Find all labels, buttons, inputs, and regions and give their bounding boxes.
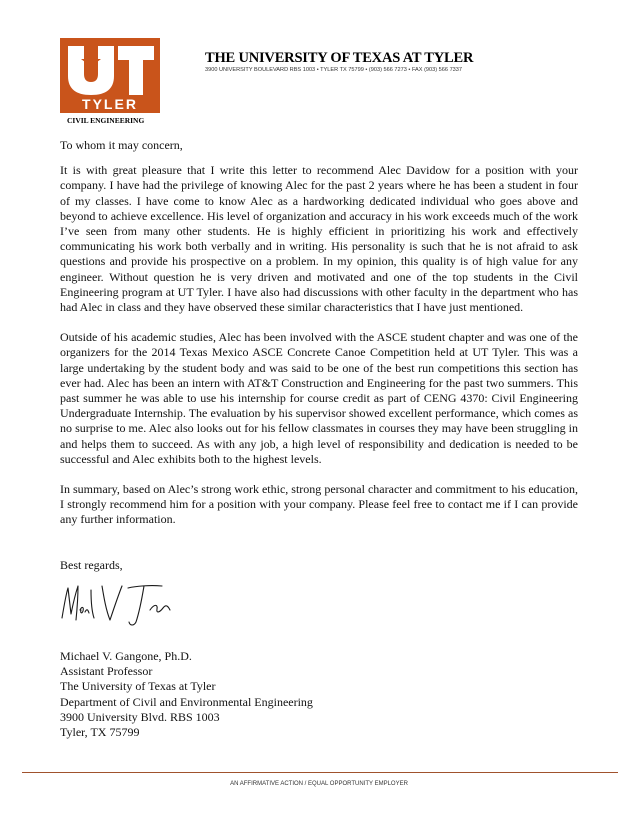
signer-institution: The University of Texas at Tyler <box>60 679 216 694</box>
signature-block <box>60 649 313 740</box>
footer-text: AN AFFIRMATIVE ACTION / EQUAL OPPORTUNITY EMPLOYER <box>230 781 408 787</box>
department-label: CIVIL ENGINEERING <box>67 116 145 125</box>
paragraph-1: It is with great pleasure that I write this letter to recommend Alec Davidow for a position with your company. I have had the privilege of knowing Alec for the past 2 years where he has been a student in four of my classes. I have come to know Alec as a hardworking dedicated individual who goes above and beyond to achieve excellence. His level of organization and accuracy in his work exceeds much of the work I’ve seen from many other students. He is highly efficient in prioritizing his work and effectively communicating his work both verbally and in writing. His personality is such that he is not afraid to ask questions and provide his prospective on a problem. In my opinion, this quality is of high value for any engineer. Without question he is very driven and motivated and one of the top students in the Civil Engineering program at UT Tyler. I have also had discussions with other faculty in the department who has had Alec in class and they have observed these similar characteristics that I have just mentioned. <box>60 163 578 315</box>
signer-city: Tyler, TX 75799 <box>60 725 140 740</box>
footer-divider <box>22 772 618 773</box>
ut-tyler-logo <box>60 38 160 113</box>
logo-tyler-text: TYLER <box>82 96 138 112</box>
paragraph-2: Outside of his academic studies, Alec has been involved with the ASCE student chapter and was one of the organizers for the 2014 Texas Mexico ASCE Concrete Canoe Competition held at UT Tyler. This was a large undertaking by the student body and was said to be one of the best run competitions this section has ever had. Alec has been an intern with AT&T Construction and Engineering for the past two summers. This past summer he was able to use his internship for course credit as part of CENG 4370: Civil Engineering Undergraduate Internship. The evaluation by his supervisor showed excellent performance, which comes as no surprise to me. Alec also looks out for his fellow classmates in courses they may have been struggling in and helps them to succeed. As with any job, a high level of responsibility and dedication is needed to be successful and Alec exhibits both to the highest levels. <box>60 330 578 466</box>
university-name: THE UNIVERSITY OF TEXAS AT TYLER <box>205 50 474 66</box>
letter-body <box>60 138 578 543</box>
signer-street: 3900 University Blvd. RBS 1003 <box>60 709 220 724</box>
paragraph-3: In summary, based on Alec’s strong work ethic, strong personal character and commitment to his education, I strongly recommend him for a position with your company. Please feel free to contact me if I can provide any further information. <box>60 482 578 527</box>
handwritten-signature <box>58 580 178 630</box>
signer-name: Michael V. Gangone, Ph.D. <box>60 649 192 663</box>
university-address: 3900 UNIVERSITY BOULEVARD RBS 1003 • TYLER TX 75799 • (903) 566 7273 • FAX (903) 566 7337 <box>205 67 463 73</box>
signer-title: Assistant Professor <box>60 664 153 679</box>
signer-department: Department of Civil and Environmental Engineering <box>60 694 313 709</box>
salutation: To whom it may concern, <box>60 138 183 152</box>
closing: Best regards, <box>60 558 123 572</box>
